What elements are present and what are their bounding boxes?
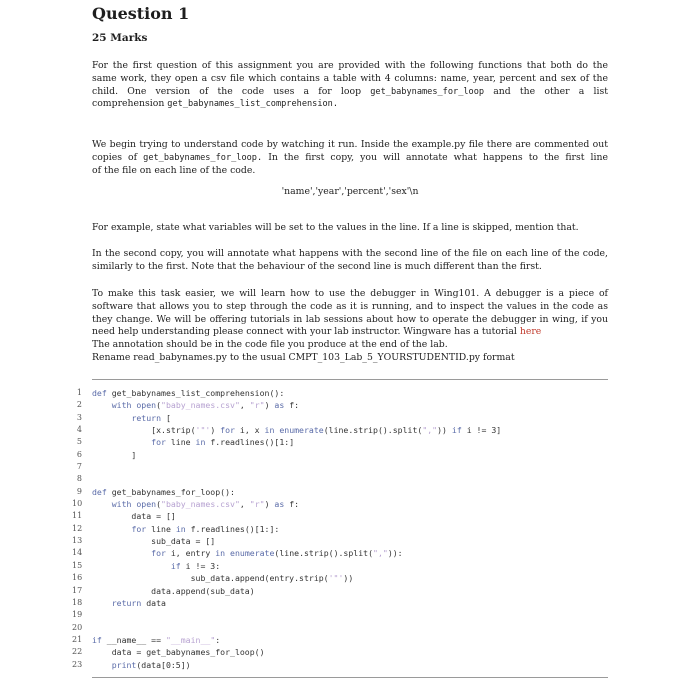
intro-line-2: same work, they open a csv file which contains a table with 4 columns: name, year, percent and sex of the: [92, 72, 608, 84]
example-paragraph: [92, 222, 608, 235]
line-number: 5: [76, 437, 82, 447]
debugger-paragraph: [92, 288, 608, 365]
intro-line-3-start: child. One version of the code uses a for loop: [92, 85, 362, 97]
code-text: for i, entry in enumerate(line.strip().split(",")):: [151, 548, 403, 559]
list-comprehension-function-name: get_babynames_list_comprehension.: [167, 99, 339, 110]
line-number: 19: [72, 610, 83, 620]
example-line: For example, state what variables will be set to the values in the line. If a line is skipped, mention that.: [92, 222, 579, 233]
code-line: [72, 535, 612, 547]
code-line: [72, 609, 612, 621]
debug-line-3: they change. We will be offering tutorials in lab sessions about how to operate the debugger in wing, if you: [92, 313, 608, 325]
line-number: 22: [72, 647, 83, 657]
code-text: with open("baby_names.csv", "r") as f:: [111, 400, 300, 411]
line-number: 16: [72, 573, 83, 583]
debug-line-4-start: need help understanding please connect with your lab instructor. Wingware has a tutorial: [92, 326, 517, 338]
code-line: [72, 622, 612, 634]
line-number: 1: [76, 388, 82, 397]
line-number: 23: [72, 659, 83, 669]
code-text: print(data[0:5]): [111, 659, 191, 670]
code-text: for line in f.readlines()[1:]:: [131, 523, 280, 534]
code-line: [72, 585, 612, 597]
second-line-2: similarly to the first. Note that the behaviour of the second line is much different than the first.: [92, 260, 542, 272]
code-text: if i != 3:: [170, 560, 221, 571]
code-text: data = []: [92, 511, 176, 522]
code-line: [72, 473, 612, 485]
code-text: def get_babynames_for_loop():: [92, 486, 235, 497]
code-line: [72, 659, 612, 671]
code-text: if __name__ == "__main__":: [92, 634, 221, 645]
code-line: [72, 597, 612, 609]
code-text: sub_data = []: [92, 536, 216, 547]
code-line: [72, 486, 612, 498]
watch-paragraph: [92, 139, 608, 177]
second-copy-paragraph: [92, 248, 608, 274]
line-number: 3: [76, 412, 82, 422]
csv-header-example: 'name','year','percent','sex'\n: [281, 186, 419, 197]
code-line: [72, 498, 612, 510]
code-line: [72, 449, 612, 461]
code-line: [72, 412, 612, 424]
code-text: sub_data.append(entry.strip('"')): [92, 573, 354, 584]
debug-line-4: [92, 326, 608, 339]
watch-line-2-end: In the first copy, you will annotate what happens to the first line: [268, 151, 608, 163]
line-number: 4: [76, 425, 82, 435]
question-heading: Question 1: [92, 4, 190, 23]
marks-label: 25 Marks: [92, 32, 148, 44]
watch-line-1: We begin trying to understand code by watching it run. Inside the example.py file there are commented out: [92, 139, 608, 150]
code-top-rule: [92, 379, 608, 380]
code-line: [72, 560, 612, 572]
watch-line-3: of the file on each line of the code.: [92, 164, 256, 176]
code-text: with open("baby_names.csv", "r") as f:: [111, 499, 300, 510]
code-line: [72, 572, 612, 584]
watch-line-2: [92, 152, 608, 165]
watch-line-2-start: copies of: [92, 151, 138, 163]
code-text: return data: [111, 597, 166, 608]
line-number: 13: [72, 536, 83, 546]
intro-line-3: [92, 86, 608, 99]
line-number: 12: [72, 523, 83, 533]
for-loop-function-name: get_babynames_for_loop: [370, 86, 485, 97]
line-number: 14: [72, 548, 83, 558]
line-number: 7: [76, 462, 82, 472]
code-line: [72, 646, 612, 658]
line-number: 18: [72, 597, 83, 607]
line-number: 15: [72, 560, 83, 570]
code-text: def get_babynames_list_comprehension():: [92, 388, 285, 398]
tutorial-link[interactable]: here: [519, 326, 542, 338]
code-line: [72, 510, 612, 522]
debug-line-6: Rename read_babynames.py to the usual CMPT_103_Lab_5_YOURSTUDENTID.py format: [92, 351, 515, 363]
debug-line-5: The annotation should be in the code file you produce at the end of the lab.: [92, 339, 448, 351]
code-line: [72, 547, 612, 559]
line-number: 6: [76, 449, 82, 459]
line-number: 21: [72, 634, 83, 644]
code-line: [72, 399, 612, 411]
code-text: data.append(sub_data): [92, 585, 255, 596]
code-line: [72, 387, 612, 399]
code-text: data = get_babynames_for_loop(): [92, 647, 265, 658]
watch-function-name: get_babynames_for_loop.: [143, 152, 263, 163]
debug-line-1: To make this task easier, we will learn how to use the debugger in Wing101. A debugger is a piece of: [92, 288, 608, 299]
line-number: 8: [76, 474, 82, 484]
code-text: for line in f.readlines()[1:]: [151, 437, 295, 448]
second-line-1: In the second copy, you will annotate what happens with the second line of the file on each line of the code,: [92, 248, 608, 259]
code-bottom-rule: [92, 677, 608, 678]
line-number: 9: [76, 486, 82, 496]
code-listing: [72, 387, 612, 671]
intro-line-1: For the first question of this assignment you are provided with the following functions that both do the: [92, 60, 608, 71]
code-text: ]: [92, 449, 137, 460]
line-number: 20: [72, 622, 83, 632]
intro-line-4: [92, 98, 608, 111]
code-line: [72, 436, 612, 448]
code-line: [72, 634, 612, 646]
line-number: 17: [72, 585, 83, 595]
code-text: return [: [131, 412, 171, 423]
code-line: [72, 461, 612, 473]
line-number: 10: [72, 499, 83, 509]
debug-line-2: software that allows you to step through the code as it is running, and to inspect the values in the code as: [92, 300, 608, 312]
code-line: [72, 424, 612, 436]
code-line: [72, 523, 612, 535]
intro-paragraph: [92, 60, 608, 111]
intro-line-3-end: and the other a list: [493, 85, 608, 97]
line-number: 2: [76, 400, 82, 410]
intro-line-4-start: comprehension: [92, 98, 165, 110]
code-text: [x.strip('"') for i, x in enumerate(line.strip().split(",")) if i != 3]: [92, 425, 502, 436]
line-number: 11: [72, 511, 83, 521]
